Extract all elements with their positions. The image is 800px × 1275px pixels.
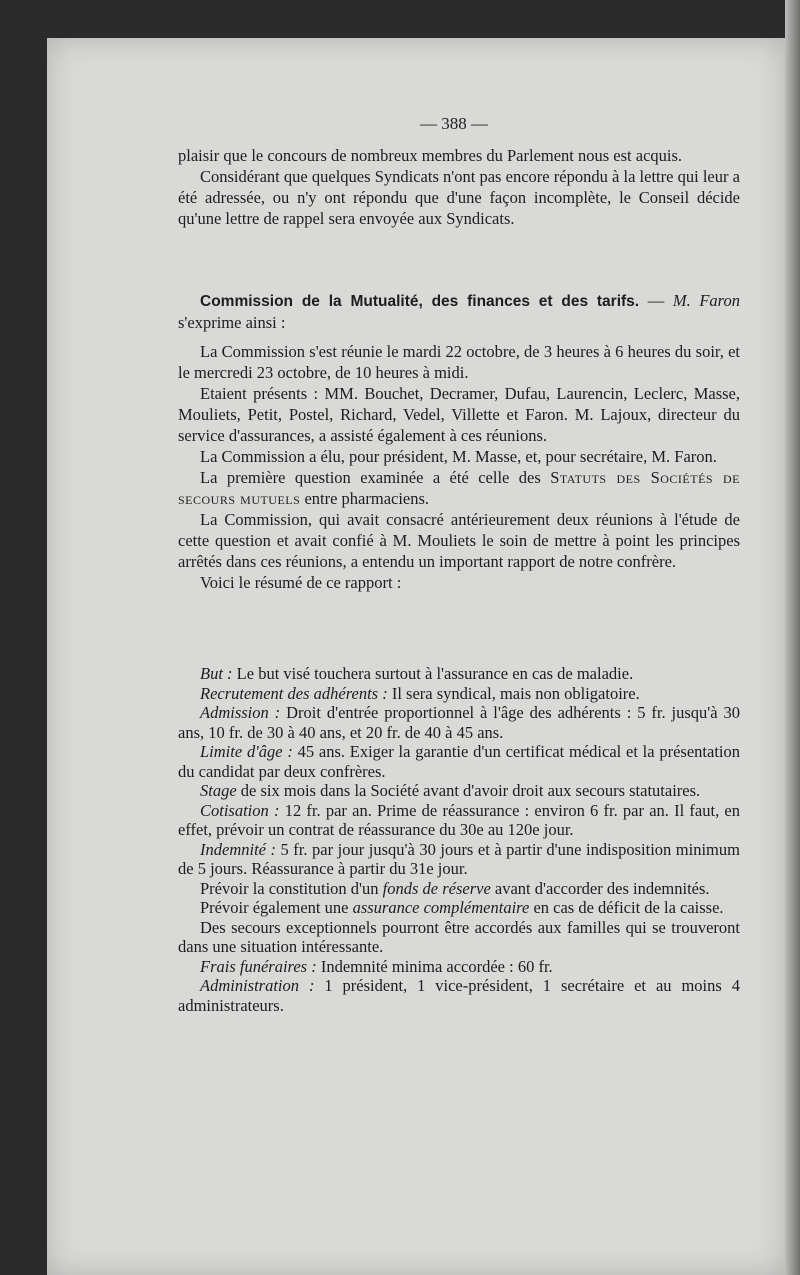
report-body [178, 341, 740, 593]
paragraph-mouliets: La Commission, qui avait consacré antérieurement deux réunions à l'étude de cette question et avait confié à M. Mouliets le soin de mettre à point les principes arrêtés dans ces réunions, a entendu un important rapport de notre confrère. [178, 510, 740, 571]
body-text-top [178, 145, 740, 229]
paragraph-fonds: Prévoir la constitution d'un fonds de réserve avant d'accorder des indemnités. [200, 878, 710, 898]
commission-heading: Commission de la Mutualité, des finances et des tarifs. [200, 293, 640, 310]
paragraph-presents: Etaient présents : MM. Bouchet, Decramer, Dufau, Laurencin, Leclerc, Masse, Mouliets, Petit, Postel, Richard, Vedel, Villette et Faron. M. Lajoux, directeur du service d'assurances, a assisté également à ces réunions. [178, 384, 740, 445]
commission-section [178, 290, 740, 333]
page-number: — 388 — [420, 114, 488, 133]
paragraph-secours: Des secours exceptionnels pourront être accordés aux familles qui se trouveront dans une situation intéressante. [178, 917, 740, 956]
paragraph-assurance: Prévoir également une assurance complémentaire en cas de déficit de la caisse. [200, 898, 724, 917]
paragraph-resume: Voici le résumé de ce rapport : [200, 573, 402, 592]
list-item: Frais funéraires : Indemnité minima accordée : 60 fr. [200, 956, 553, 976]
list-item: Stage de six mois dans la Société avant d'avoir droit aux secours statutaires. [200, 781, 701, 800]
commission-heading-line [178, 290, 740, 333]
list-item: Indemnité : 5 fr. par jour jusqu'à 30 jours et à partir d'une indisposition minimum de 5 jours. Réassurance à partir du 31e jour. [178, 839, 740, 878]
paragraph-continuation: plaisir que le concours de nombreux membres du Parlement nous est acquis. [178, 146, 683, 165]
list-item: Recrutement des adhérents : Il sera syndical, mais non obligatoire. [200, 683, 640, 703]
list-item: Admission : Droit d'entrée proportionnel à l'âge des adhérents : 5 fr. jusqu'à 30 ans, 10 fr. de 30 à 40 ans, et 20 fr. de 40 à 45 ans. [178, 703, 741, 742]
list-item: Cotisation : 12 fr. par an. Prime de réassurance : environ 6 fr. par an. Il faut, en effet, prévoir un contrat de réassurance du 30e au 120e jour. [178, 800, 740, 839]
paragraph-reunion: La Commission s'est réunie le mardi 22 octobre, de 3 heures à 6 heures du soir, et le mercredi 23 octobre, de 10 heures à midi. [178, 342, 740, 382]
speaker-name: M. Faron [672, 291, 740, 310]
summary-items [178, 664, 740, 1015]
paragraph-election: La Commission a élu, pour président, M. Masse, et, pour secrétaire, M. Faron. [200, 447, 717, 466]
page-edge [785, 0, 800, 1275]
list-item: But : Le but visé touchera surtout à l'assurance en cas de maladie. [200, 664, 634, 683]
dash: — [639, 291, 673, 310]
statuts-title: Statuts des Sociétés de secours mutuels [178, 468, 740, 508]
paragraph-statuts: La première question examinée a été celle des Statuts des Sociétés de secours mutuels entre pharmaciens. [178, 468, 740, 508]
paragraph-syndicats: Considérant que quelques Syndicats n'ont pas encore répondu à la lettre qui leur a été adressée, ou n'y ont répondu que d'une façon incomplète, le Conseil décide qu'une lettre de rappel sera envoyée aux Syndicats. [178, 167, 740, 228]
intro-tail: s'exprime ainsi : [178, 313, 286, 332]
list-item: Limite d'âge : 45 ans. Exiger la garantie d'un certificat médical et la présentation du candidat par deux confrères. [178, 742, 741, 781]
list-item: Administration : 1 président, 1 vice-président, 1 secrétaire et au moins 4 administrateurs. [178, 976, 740, 1015]
